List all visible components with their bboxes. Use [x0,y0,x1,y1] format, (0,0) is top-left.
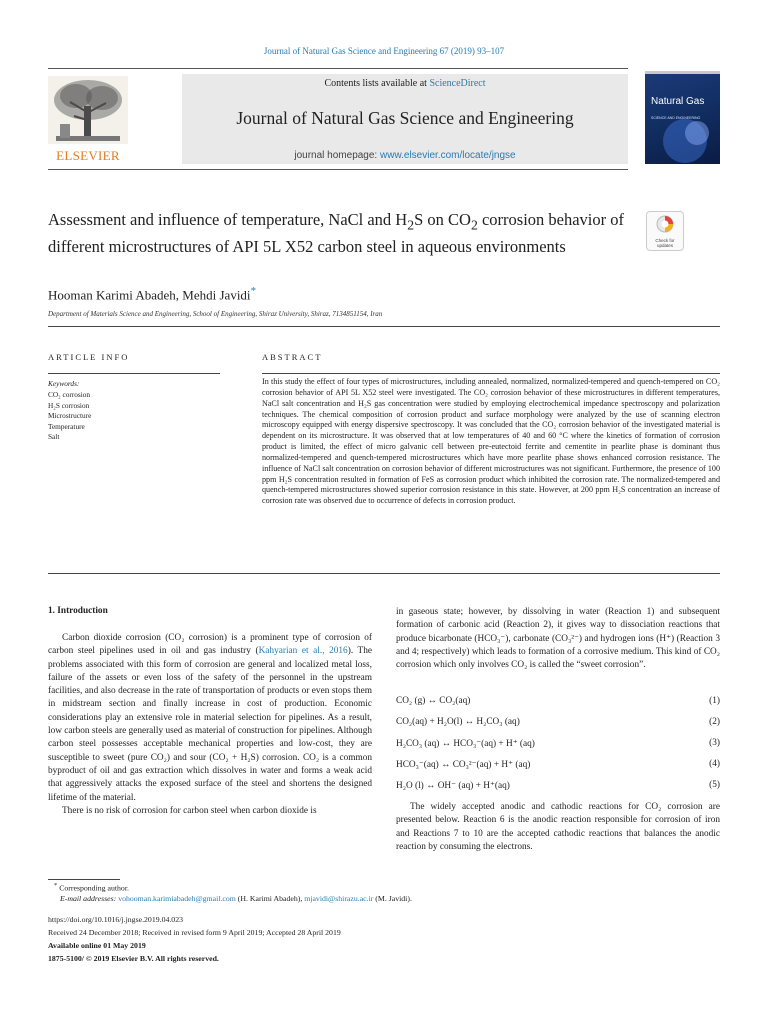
intro-paragraph: in gaseous state; however, by dissolving in water (Reaction 1) and subsequent formation of carbonic acid (Reaction 2), it gives way to dissociation reactions that produce bicarbonate (HCO₃⁻), carbonate (CO₃²⁻) and hydrogen ions (H⁺) (Reaction 3 and 4; respectively) which leads to formation of a corrosive medium. This kind of CO₂ corrosion which only involves CO₂ is called the “sweet corrosion”. [396,607,720,671]
equation-row [396,738,720,752]
check-updates-icon [656,215,674,237]
received-dates: Received 24 December 2018; Received in revised form 9 April 2019; Accepted 28 April 2019 [48,928,341,937]
citation-link[interactable]: Kahyarian et al., 2016 [258,646,348,657]
contents-available-line [182,78,628,89]
equation-number: (4) [709,759,720,769]
author-list [48,285,256,303]
equation-text: CO₂ (g) ↔ CO₂(aq) [396,696,471,706]
keyword-item: Microstructure [48,411,92,421]
check-updates-label: Check for updates [655,238,675,248]
homepage-prefix: journal homepage: [294,150,380,161]
email-link[interactable]: mjavidi@shirazu.ac.ir [304,894,374,903]
check-for-updates-button[interactable] [646,211,684,251]
equation-row [396,759,720,773]
email-label: E-mail addresses: [60,894,117,903]
authors-text: Hooman Karimi Abadeh, Mehdi Javidi [48,287,251,303]
keyword-item: H₂S corrosion [48,400,90,410]
title-part: Assessment and influence of temperature, NaCl and H [48,210,408,229]
equation-number: (5) [709,780,720,790]
intro-right-column-continued [396,801,720,854]
equation-text: HCO₃⁻(aq) ↔ CO₃²⁻(aq) + H⁺ (aq) [396,760,531,770]
email-link[interactable]: vohooman.karimiabadeh@gmail.com [118,894,236,903]
title-part: corrosion behavior of different microstructures of API 5L X52 carbon steel in aqueous environments [48,210,625,257]
intro-left-column [48,632,372,818]
equation-text: H₂CO₃ (aq) ↔ HCO₃⁻(aq) + H⁺ (aq) [396,739,535,749]
journal-citation-line[interactable]: Journal of Natural Gas Science and Engineering 67 (2019) 93–107 [263,46,505,56]
equation-number: (1) [709,696,720,706]
keyword-item: CO₂ corrosion [48,390,91,399]
masthead-top-rule [48,68,628,69]
homepage-link[interactable]: www.elsevier.com/locate/jngse [380,150,516,161]
section-heading-introduction: 1. Introduction [48,606,108,616]
title-subscript: 2 [470,217,478,233]
elsevier-wordmark: ELSEVIER [56,148,120,163]
author-affiliation: Department of Materials Science and Engineering, School of Engineering, Shiraz University, Shiraz, 7134851154, Iran [48,310,383,318]
equation-text: CO₂(aq) + H₂O(l) ↔ H₂CO₃ (aq) [396,717,520,727]
header-divider [48,326,720,327]
corresponding-text: Corresponding author. [59,883,129,893]
equation-row [396,780,720,794]
cover-subtitle: SCIENCE AND ENGINEERING [651,116,701,120]
abstract-bottom-divider [48,573,720,574]
article-title [48,209,638,258]
journal-cover-thumbnail[interactable] [645,71,720,164]
equation-number: (3) [709,738,720,748]
contents-prefix: Contents lists available at [324,78,430,89]
article-info-rule [48,373,220,374]
keywords-label: Keywords: [48,379,80,388]
abstract-text: In this study the effect of four types of microstructures, including annealed, normalized, normalized-tempered and quench-tempered on CO₂ corrosion behavior of API 5L X52 steel were investigated. The CO₂ corrosion behavior of these microstructures in different temperatures, NaCl salt concentration and H₂S gas concentration were studied by employing electrochemical impedance spectroscopy and polarization techniques. The chemical composition of corrosion product and surface morphology were analyzed by the use of scanning electron microscopy equipped with energy dispersive spectroscopy. It was concluded that the CO₂ corrosion behavior of the investigated material is dependent on its microstructure. It was observed that at low temperatures of 40 and 60 °C where the kinetics of formation of corrosion product is limited, the effect of micro galvanic cell between pre-eutectoid ferrite and cementite in pearlite phase is dominant thus normalized-tempered and quench-tempered microstructures which have more pearlite phase shows enhanced corrosion resistance. The influence of NaCl salt concentration on corrosion behavior of different microstructures was not significant. Furthermore, the presence of 100 ppm H₂S concentration resulted in formation of FeS as corrosion product which inhibited the corrosion rate. The normalized-tempered and quench-tempered microstructures showed superior corrosion resistance in this state. However, at 200 ppm H₂S concentration an increase of corrosion rate was observed due to occurrence of defects in corrosion product. [262,377,720,506]
corresponding-author-mark[interactable]: * [250,285,256,297]
intro-paragraph: There is no risk of corrosion for carbon steel when carbon dioxide is [62,805,317,816]
article-info-heading: ARTICLE INFO [48,352,130,362]
abstract-heading: ABSTRACT [262,352,323,362]
available-online-date: Available online 01 May 2019 [48,941,146,950]
email-addresses-line [60,894,412,903]
corresponding-author-note: * Corresponding author. [54,882,129,893]
equation-number: (2) [709,717,720,727]
equation-text: H₂O (l) ↔ OH⁻ (aq) + H⁺(aq) [396,781,510,791]
doi-link[interactable]: https://doi.org/10.1016/j.jngse.2019.04.023 [48,915,184,924]
footnote-rule [48,879,120,880]
journal-title: Journal of Natural Gas Science and Engineering [236,108,574,128]
title-part: S on CO [414,210,471,229]
masthead-bottom-rule [48,169,628,170]
keyword-item: Salt [48,432,60,442]
intro-paragraph: The widely accepted anodic and cathodic reactions for CO₂ corrosion are presented below. Reaction 6 is the anodic reaction responsible for corrosion of iron and Reactions 7 to 10 are the accepted cathodic reactions that balances the anodic reaction by consuming the electrons. [396,802,720,852]
intro-right-column [396,606,720,672]
email-owner: (M. Javidi). [375,894,412,903]
intro-text: ). The problems associated with this form of corrosion are general and localized metal loss, failure of the assets or even loss of the safety of the personnel in the upstream facilities, and also decrease in the rate of transportation of products or even stops them in midstream section and finally increase in cost of production. Economic considerations play an extensive role in material selection for pipelines. As a result, low carbon steels are generally used as material of construction for pipelines. Although carbon steel possesses acceptable mechanical properties and low-cost, they are susceptible to sweet (pure CO₂) and sour (CO₂ + H₂S) corrosion. CO₂ is a common byproduct of oil and gas extraction which dissolves in water and forms a weak acid that aggressively attacks the exposed surface of the steel and shortens the designed lifetime of the material. [48,646,373,803]
copyright-line: 1875-5100/ © 2019 Elsevier B.V. All rights reserved. [48,954,219,963]
equation-row [396,696,720,710]
journal-homepage-line [182,150,628,161]
keywords-list [48,390,91,443]
sciencedirect-link[interactable]: ScienceDirect [429,78,486,89]
keyword-item: Temperature [48,421,85,431]
title-subscript: 2 [407,217,415,233]
intro-paragraph [48,632,372,805]
cover-title: Natural Gas [651,96,705,107]
intro-text: Carbon dioxide corrosion (CO₂ corrosion) is a prominent type of corrosion of carbon steel pipelines used in oil and gas industry ( [48,633,372,657]
abstract-rule [262,373,720,374]
equation-row [396,717,720,731]
email-owner: (H. Karimi Abadeh), [237,894,303,903]
